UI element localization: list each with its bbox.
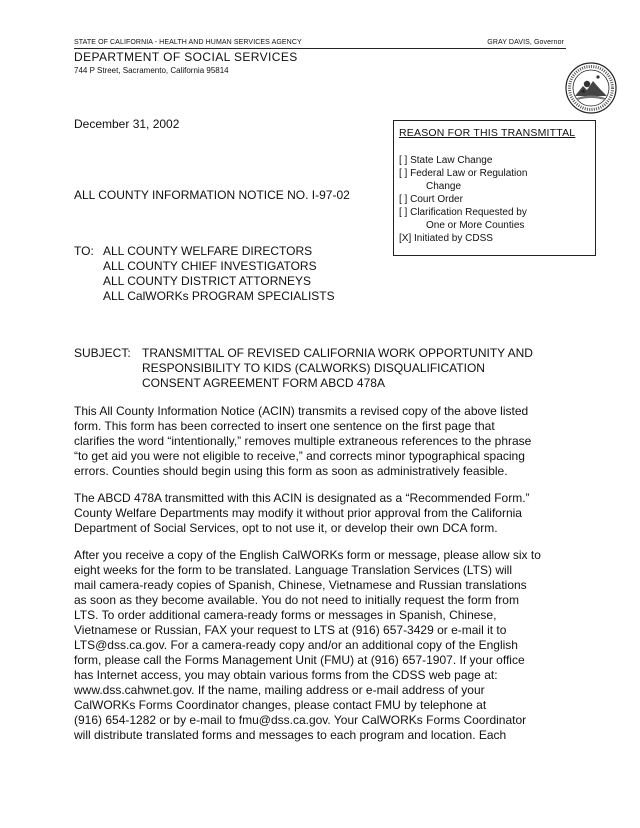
subject-line: TRANSMITTAL OF REVISED CALIFORNIA WORK OPPORTUNITY AND bbox=[142, 346, 533, 360]
state-seal-icon bbox=[565, 62, 617, 114]
recipient-line: ALL COUNTY CHIEF INVESTIGATORS bbox=[103, 259, 317, 273]
reason-item: Change bbox=[426, 181, 462, 192]
reason-item: One or More Counties bbox=[426, 220, 525, 231]
body-paragraph: After you receive a copy of the English CalWORKs form or message, please allow six to eight weeks for the form to be translated. Language Translation Services (LTS) will mail camera-ready copies of Spanish, Chinese, Vietnamese and Russian translations as soon as they become available. You do not need to initially request the form from LTS. To order additional camera-ready forms or messages in Spanish, Chinese, Vietnamese or Russian, FAX your request to LTS at (916) 657-3429 or e-mail it to LTS@dss.ca.gov. For a camera-ready copy and/or an additional copy of the English form, please call the Forms Management Unit (FMU) at (916) 657-1907. If your office has Internet access, you may obtain various forms from the CDSS web page at: www.dss.cahwnet.gov. If the name, mailing address or e-mail address of your CalWORKs Forms Coordinator changes, please contact FMU by telephone at (916) 654-1282 or by e-mail to fmu@dss.ca.gov. Your CalWORKs Forms Coordinator will distribute translated forms and messages to each program and location. Each bbox=[74, 548, 541, 742]
recipient-line: ALL COUNTY DISTRICT ATTORNEYS bbox=[103, 274, 312, 288]
agency-name: STATE OF CALIFORNIA - HEALTH AND HUMAN SERVICES AGENCY bbox=[74, 39, 302, 46]
body-paragraph: This All County Information Notice (ACIN) transmits a revised copy of the above listed form. This form has been corrected to insert one sentence on the first page that clarifies the word “intentionally,” removes multiple extraneous references to the phrase “to get aid you were not eligible to receive,” and corrects minor typographical spacing errors. Counties should begin using this form as soon as administratively feasible. bbox=[74, 404, 532, 478]
reason-item: [ ] Federal Law or Regulation bbox=[399, 168, 528, 179]
header-rule bbox=[74, 48, 566, 49]
notice-number: ALL COUNTY INFORMATION NOTICE NO. I-97-02 bbox=[74, 188, 350, 202]
recipient-line: ALL COUNTY WELFARE DIRECTORS bbox=[103, 244, 313, 258]
reason-for-transmittal-box bbox=[393, 120, 596, 256]
reason-box-title: REASON FOR THIS TRANSMITTAL bbox=[399, 127, 576, 139]
reason-item: [ ] State Law Change bbox=[399, 155, 493, 166]
subject-block bbox=[74, 346, 533, 391]
subject-line: RESPONSIBILITY TO KIDS (CALWORKS) DISQUALIFICATION bbox=[142, 361, 485, 375]
governor-name: GRAY DAVIS, Governor bbox=[487, 39, 564, 46]
recipient-line: ALL CalWORKs PROGRAM SPECIALISTS bbox=[103, 289, 335, 303]
subject-line: CONSENT AGREEMENT FORM ABCD 478A bbox=[142, 376, 385, 390]
letter-date: December 31, 2002 bbox=[74, 117, 180, 131]
reason-item: [ ] Clarification Requested by bbox=[399, 207, 527, 218]
department-address: 744 P Street, Sacramento, California 95814 bbox=[74, 66, 229, 75]
recipient-block bbox=[74, 244, 335, 304]
to-label: TO: bbox=[74, 244, 94, 258]
reason-item: [ ] Court Order bbox=[399, 194, 463, 205]
subject-label: SUBJECT: bbox=[74, 346, 131, 360]
body-paragraph: The ABCD 478A transmitted with this ACIN is designated as a “Recommended Form.” County Welfare Departments may modify it without prior approval from the California Department of Social Services, opt to not use it, or develop their own DCA form. bbox=[74, 491, 530, 535]
reason-item: [X] Initiated by CDSS bbox=[399, 233, 493, 244]
department-name: DEPARTMENT OF SOCIAL SERVICES bbox=[74, 50, 298, 64]
